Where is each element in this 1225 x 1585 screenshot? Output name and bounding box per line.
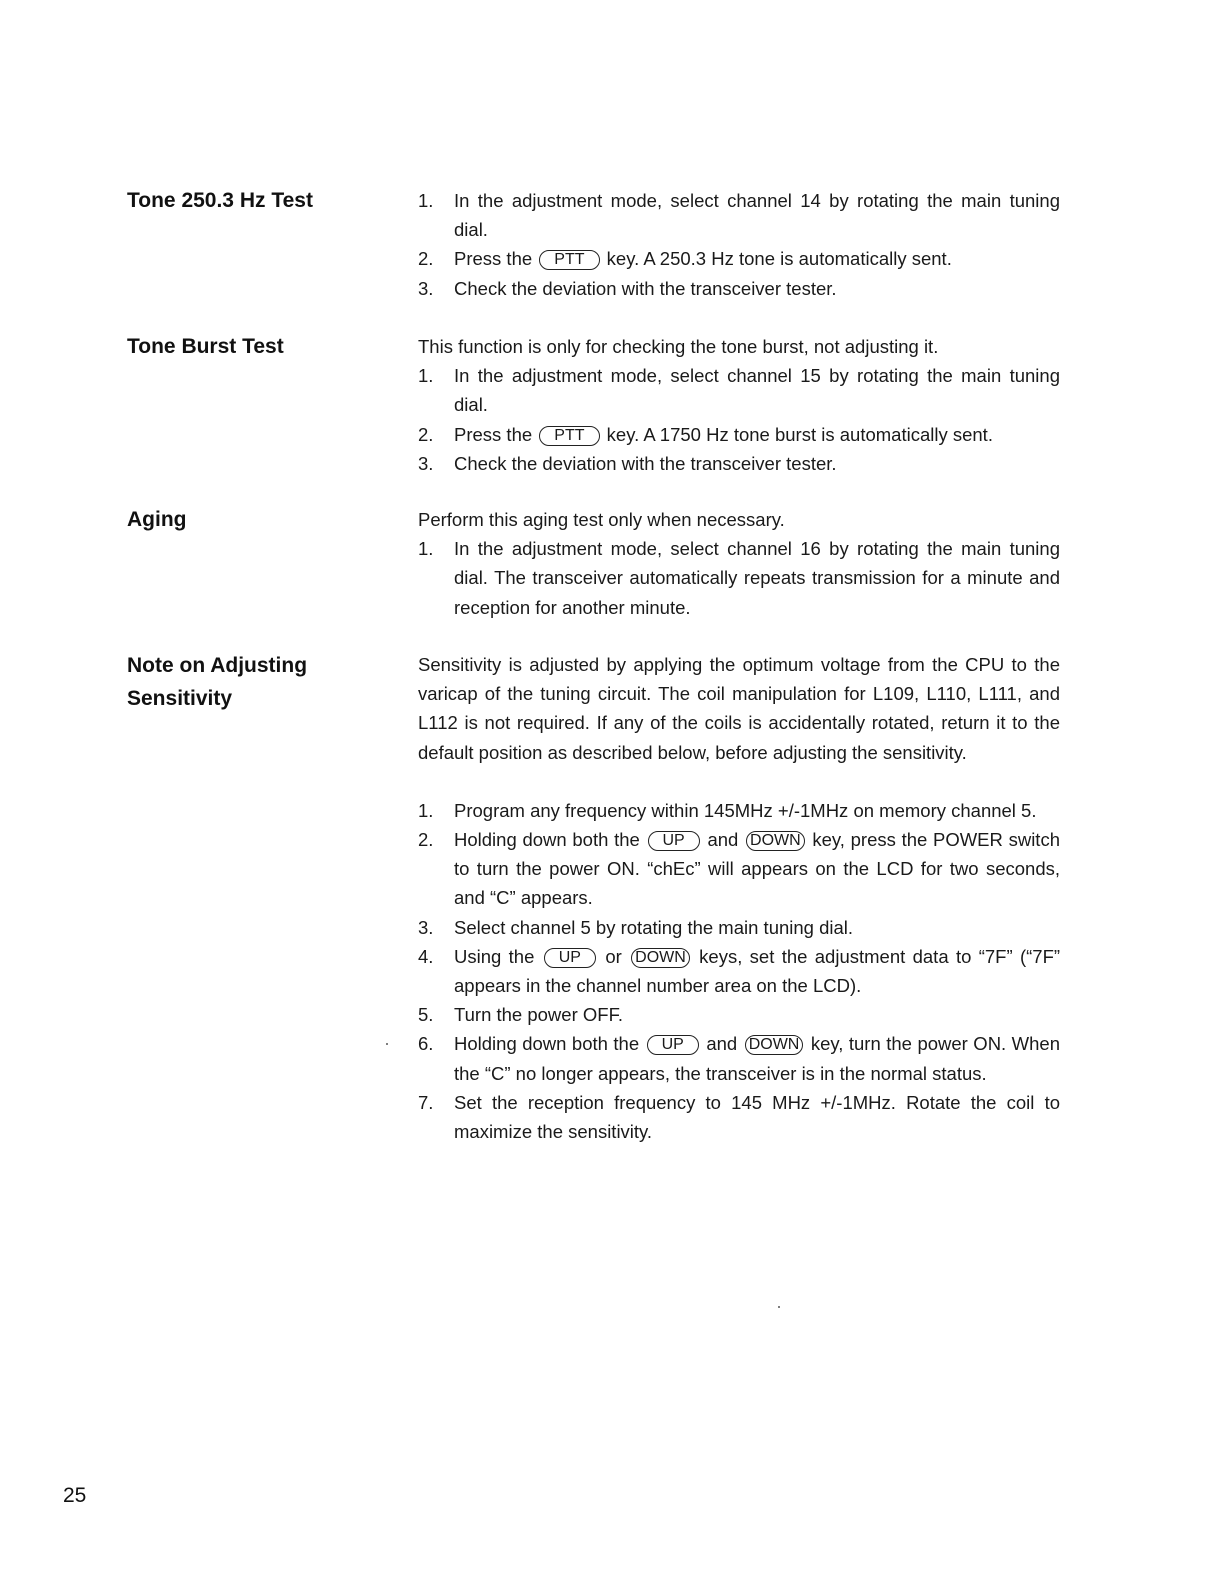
step-number: 2. — [418, 423, 434, 445]
up-key-label: UP — [647, 1035, 699, 1055]
step-text-post: keys, set the adjustment data to “7F” (“7F” appears in the channel number area on the LCD). — [454, 945, 1061, 997]
section-tone-burst — [418, 332, 1060, 478]
step-text-mid: and — [706, 1033, 738, 1055]
up-key-label: UP — [648, 831, 700, 851]
step-number: 1. — [418, 190, 434, 211]
step-text: In the adjustment mode, select channel 15 by rotating the main tuning dial. — [454, 365, 1060, 416]
step-text-pre: Press the — [454, 248, 533, 270]
step-number: 3. — [418, 452, 434, 474]
step-text-post: key, press the POWER switch to turn the power ON. “chEc” will appears on the LCD for two seconds, and “C” appears. — [454, 829, 1060, 909]
scan-speck — [778, 1306, 780, 1308]
heading-line: Sensitivity — [127, 687, 233, 710]
list-item — [418, 420, 1060, 449]
section-intro: This function is only for checking the tone burst, not adjusting it. — [418, 336, 939, 357]
section-aging — [418, 505, 1060, 622]
list-item — [418, 1000, 1060, 1029]
ptt-key-label: PTT — [539, 426, 599, 446]
step-text — [454, 420, 1060, 449]
step-number: 1. — [418, 799, 434, 821]
list-item — [418, 244, 1060, 273]
step-text: Set the reception frequency to 145 MHz +/-1MHz. Rotate the coil to maximize the sensitivity. — [454, 1091, 1060, 1143]
step-text-mid: or — [605, 945, 622, 967]
step-text: Select channel 5 by rotating the main tuning dial. — [454, 916, 854, 938]
step-number: 3. — [418, 277, 434, 299]
section-sensitivity — [418, 650, 1060, 1146]
step-text: In the adjustment mode, select channel 14 by rotating the main tuning dial. — [454, 190, 1060, 241]
list-item — [418, 825, 1060, 913]
down-key-label: DOWN — [745, 1035, 804, 1055]
list-item — [418, 942, 1060, 1000]
step-text: Check the deviation with the transceiver tester. — [454, 452, 837, 474]
step-text — [454, 244, 1060, 273]
list-item — [418, 534, 1060, 622]
step-text-post: key. A 1750 Hz tone burst is automatically sent. — [606, 423, 993, 445]
ptt-key-label: PTT — [539, 250, 599, 270]
list-item — [418, 1088, 1060, 1146]
step-text: Program any frequency within 145MHz +/-1MHz on memory channel 5. — [454, 799, 1037, 821]
section-intro: Sensitivity is adjusted by applying the optimum voltage from the CPU to the varicap of the tuning circuit. The coil manipulation for L109, L110, L111, and L112 is not required. If any of the coils is accidentally rotated, return it to the default position as described below, before adjusting the sensitivity. — [418, 654, 1060, 763]
step-text-pre: Press the — [454, 423, 533, 445]
step-text — [454, 825, 1060, 913]
step-text — [454, 942, 1060, 1000]
step-text: Check the deviation with the transceiver tester. — [454, 277, 837, 299]
section-tone-250 — [418, 186, 1060, 303]
step-number: 6. — [418, 1033, 434, 1055]
step-text-pre: Holding down both the — [454, 1033, 640, 1055]
heading-aging: Aging — [127, 508, 187, 531]
step-text-post: key, turn the power ON. When the “C” no longer appears, the transceiver is in the normal status. — [454, 1033, 1061, 1084]
list-item — [418, 186, 1060, 244]
heading-tone-250: Tone 250.3 Hz Test — [127, 189, 313, 212]
page-number: 25 — [63, 1484, 87, 1507]
down-key-label: DOWN — [631, 948, 690, 968]
list-item — [418, 361, 1060, 419]
step-text: Turn the power OFF. — [454, 1004, 623, 1026]
list-item — [418, 1029, 1060, 1087]
step-number: 7. — [418, 1091, 434, 1113]
step-number: 4. — [418, 945, 434, 967]
step-number: 2. — [418, 248, 434, 270]
list-item — [418, 796, 1060, 825]
list-item — [418, 913, 1060, 942]
scan-speck — [386, 1043, 388, 1045]
up-key-label: UP — [544, 948, 596, 968]
step-text: In the adjustment mode, select channel 16 by rotating the main tuning dial. The transceiver automatically repeats transmission for a minute and reception for another minute. — [454, 538, 1060, 618]
list-item — [418, 449, 1060, 478]
step-text-pre: Using the — [454, 945, 535, 967]
heading-line: Note on Adjusting — [127, 654, 308, 677]
step-number: 1. — [418, 365, 434, 387]
heading-tone-burst: Tone Burst Test — [127, 335, 284, 358]
step-text-mid: and — [707, 829, 739, 851]
step-number: 1. — [418, 538, 434, 560]
step-text — [454, 1029, 1060, 1087]
step-number: 5. — [418, 1004, 434, 1026]
section-intro: Perform this aging test only when necessary. — [418, 509, 785, 530]
step-number: 2. — [418, 829, 434, 851]
step-number: 3. — [418, 916, 434, 938]
list-item — [418, 274, 1060, 303]
step-text-pre: Holding down both the — [454, 829, 640, 851]
heading-sensitivity — [127, 649, 377, 715]
down-key-label: DOWN — [746, 831, 805, 851]
step-text-post: key. A 250.3 Hz tone is automatically sent. — [606, 248, 952, 270]
